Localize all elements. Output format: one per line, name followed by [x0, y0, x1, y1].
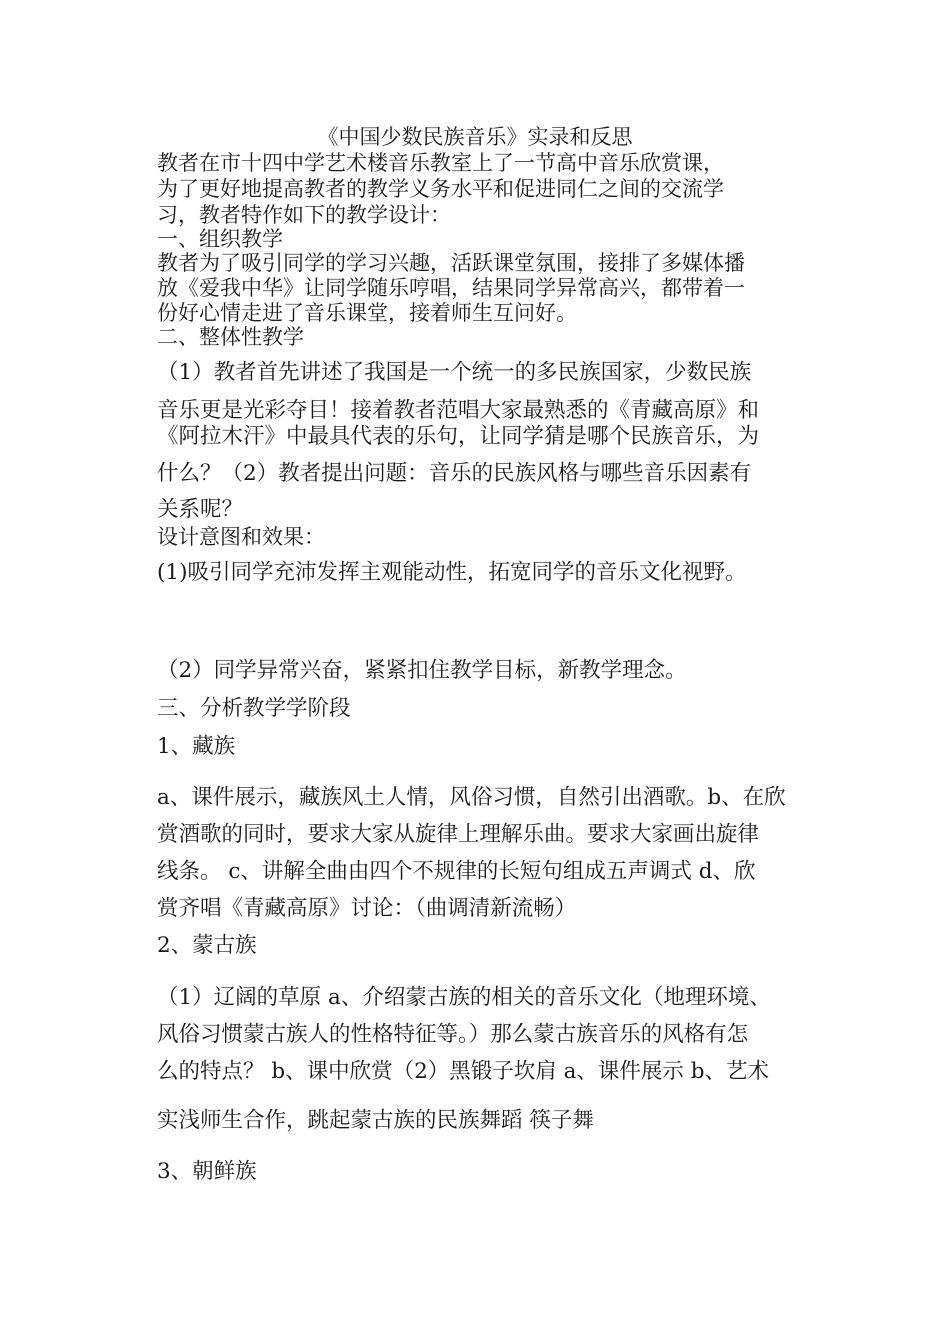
paragraph-line: (1)吸引同学充沛发挥主观能动性，拓宽同学的音乐文化视野。: [157, 560, 747, 585]
paragraph-line: 么的特点？ b、课中欣赏（2）黑锻子坎肩 a、课件展示 b、艺术: [157, 1059, 770, 1084]
paragraph-line: 放《爱我中华》让同学随乐哼唱，结果同学异常高兴，都带着一: [157, 276, 745, 300]
paragraph-line: 关系呢？: [157, 497, 244, 522]
paragraph-line: 教者为了吸引同学的学习兴趣，活跃课堂氛围，接排了多媒体播: [157, 251, 745, 275]
section-heading: 二、整体性教学: [157, 325, 304, 349]
paragraph-line: 赏酒歌的同时，要求大家从旋律上理解乐曲。要求大家画出旋律: [157, 822, 760, 847]
paragraph-line: 赏齐唱《青藏高原》讨论：（曲调清新流畅）: [157, 896, 577, 921]
paragraph-line: 教者在市十四中学艺术楼音乐教室上了一节高中音乐欣赏课，: [157, 151, 724, 175]
section-heading: 三、分析教学学阶段: [157, 696, 351, 721]
paragraph-line: （2）同学异常兴奋，紧紧扣住教学目标，新教学理念。: [157, 658, 687, 683]
paragraph-line: 习，教者特作如下的教学设计：: [157, 203, 451, 227]
subsection-heading: 1、藏族: [157, 734, 236, 759]
section-heading: 一、组织教学: [157, 227, 283, 251]
paragraph-line: a、课件展示，藏族风土人情，风俗习惯，自然引出酒歌。b、在欣: [157, 785, 786, 810]
paragraph-line: 实浅师生合作，跳起蒙古族的民族舞蹈 筷子舞: [157, 1108, 594, 1133]
paragraph-line: （1）教者首先讲述了我国是一个统一的多民族国家，少数民族: [157, 360, 752, 385]
paragraph-line: （1）辽阔的草原 a、介绍蒙古族的相关的音乐文化（地理环境、: [157, 985, 771, 1010]
subsection-heading: 3、朝鲜族: [157, 1159, 257, 1184]
subsection-heading: 2、蒙古族: [157, 933, 257, 958]
paragraph-line: 《阿拉木汗》中最具代表的乐句，让同学猜是哪个民族音乐，为: [157, 424, 760, 449]
paragraph-line: 为了更好地提高教者的教学义务水平和促进同仁之间的交流学: [157, 177, 724, 201]
section-heading: 设计意图和效果：: [157, 525, 325, 549]
paragraph-line: 什么？（2）教者提出问题：音乐的民族风格与哪些音乐因素有: [157, 461, 752, 486]
document-title: 《中国少数民族音乐》实录和反思: [317, 125, 633, 149]
paragraph-line: 风俗习惯蒙古族人的性格特征等。）那么蒙古族音乐的风格有怎: [157, 1022, 749, 1047]
paragraph-line: 线条。 c、讲解全曲由四个不规律的长短句组成五声调式 d、欣: [157, 859, 756, 884]
paragraph-line: 份好心情走进了音乐课堂，接着师生互问好。: [157, 301, 577, 325]
paragraph-line: 音乐更是光彩夺目！接着教者范唱大家最熟悉的《青藏高原》和: [157, 398, 760, 423]
